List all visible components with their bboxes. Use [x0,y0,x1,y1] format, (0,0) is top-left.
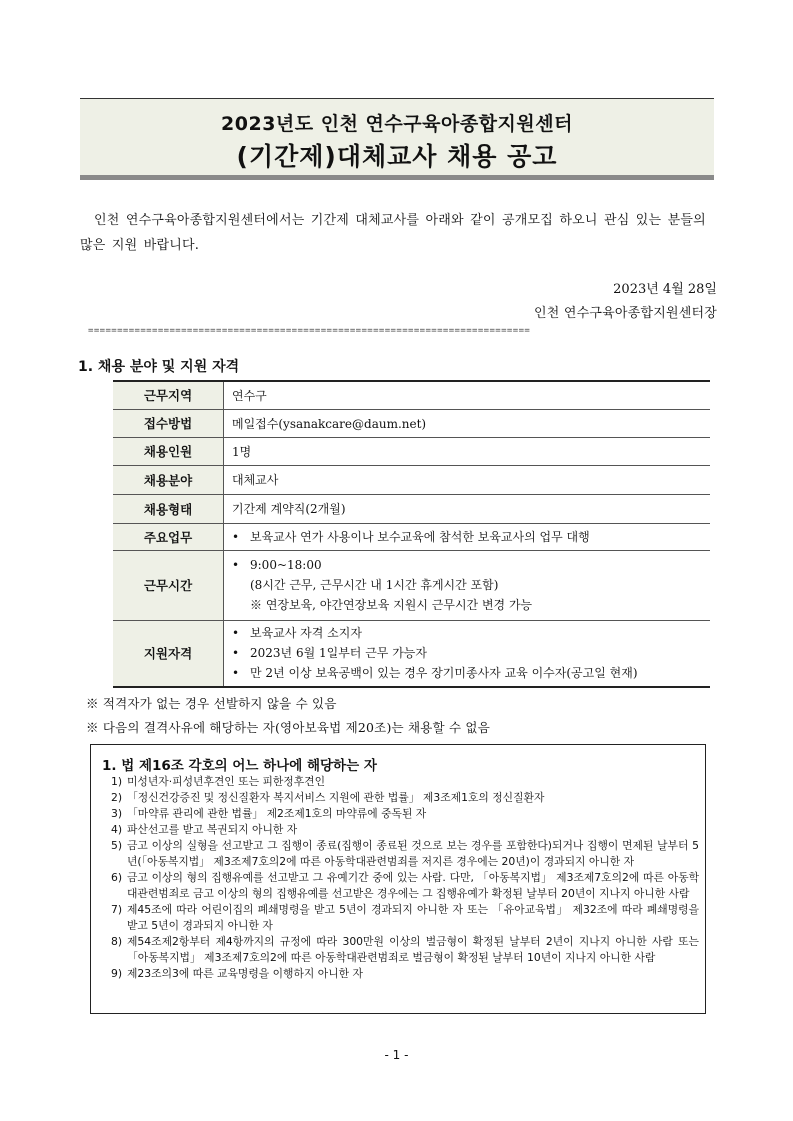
intro-paragraph: 인천 연수구육아종합지원센터에서는 기간제 대체교사를 아래와 같이 공개모집 하오니 관심 있는 분들의 많은 지원 바랍니다. [80,213,706,253]
box-title: 1. 법 제16조 각호의 어느 하나에 해당하는 자 [102,758,377,774]
disqualification-list [111,774,699,982]
row-value: 1명 [224,437,711,465]
table-row [113,437,710,465]
title-line-1: 2023년도 인천 연수구육아종합지원센터 [221,113,573,135]
row-label: 지원자격 [113,620,224,687]
table-row [113,620,710,687]
list-item: 9) 제23조의3에 따른 교육명령을 이행하지 아니한 자 [111,967,363,980]
duty-text: 보육교사 연가 사용이나 보수교육에 참석한 보육교사의 업무 대행 [250,529,590,544]
table-row [113,523,710,550]
list-item: 5) 금고 이상의 실형을 선고받고 그 집행이 종료(집행이 종료된 것으로 보는 경우를 포함한다)되거나 집행이 면제된 날부터 5년(「아동복지법」 제3조제7호의2에 따른 아동학대관련범죄를 저지른 경우에는 20년)이 경과되지 아니한 자 [111,839,699,868]
qual-item: 만 2년 이상 보육공백이 있는 경우 장기미종사자 교육 이수자(공고일 현재) [250,666,638,681]
disqualification-box [90,744,706,1014]
row-label: 채용형태 [113,494,224,523]
row-value [224,523,711,550]
list-item: 4) 파산선고를 받고 복권되지 아니한 자 [111,823,298,836]
list-item: 1) 미성년자·피성년후견인 또는 피한정후견인 [111,775,326,788]
table-row [113,381,710,409]
list-item: 6) 금고 이상의 형의 집행유예를 선고받고 그 유예기간 중에 있는 사람. 다만, 「아동복지법」 제3조제7호의2에 따른 아동학대관련범죄로 금고 이상의 형의 집행유예를 선고받은 경우에는 그 집행유예가 확정된 날부터 20년이 지나지 아니한 사람 [111,871,699,900]
row-label: 채용인원 [113,437,224,465]
row-value [224,550,711,620]
note-line: ※ 다음의 결격사유에 해당하는 자(영아보육법 제20조)는 채용할 수 없음 [86,720,490,735]
list-item: 8) 제54조제2항부터 제4항까지의 규정에 따라 300만원 이상의 벌금형이 확정된 날부터 2년이 지나지 아니한 사람 또는 「아동복지법」 제3조제7호의2에 따른 아동학대관련범죄로 벌금형이 확정된 날부터 10년이 지나지 아니한 사람 [111,935,699,964]
row-value: 기간제 계약직(2개월) [224,494,711,523]
qual-item: 2023년 6월 1일부터 근무 가능자 [250,646,427,661]
row-label: 주요업무 [113,523,224,550]
title-line-2: (기간제)대체교사 채용 공고 [236,142,558,171]
note-line: ※ 적격자가 없는 경우 선발하지 않을 수 있음 [86,696,337,711]
row-value [224,620,711,687]
hours-note: ※ 연장보육, 야간연장보육 지원시 근무시간 변경 가능 [250,598,533,612]
row-label: 채용분야 [113,465,224,494]
table-row [113,494,710,523]
row-label: 접수방법 [113,409,224,437]
row-value: 메일접수(ysanakcare@daum.net) [224,409,711,437]
recruitment-table [113,380,710,688]
bullet-icon: • [232,646,240,661]
table-row [113,465,710,494]
row-value: 대체교사 [224,465,711,494]
row-label: 근무시간 [113,550,224,620]
bullet-icon: • [232,529,240,544]
bullet-icon: • [232,558,240,572]
list-item: 2) 「정신건강증진 및 정신질환자 복지서비스 지원에 관한 법률」 제3조제1호의 정신질환자 [111,791,545,804]
hours-text: 9:00~18:00 [250,558,322,572]
hours-detail: (8시간 근무, 근무시간 내 1시간 휴게시간 포함) [250,578,499,592]
row-value: 연수구 [224,381,711,409]
qual-item: 보육교사 자격 소지자 [250,626,362,641]
row-label: 근무지역 [113,381,224,409]
signer: 인천 연수구육아종합지원센터장 [534,306,717,321]
list-item: 7) 제45조에 따라 어린이집의 폐쇄명령을 받고 5년이 경과되지 아니한 자 또는 「유아교육법」 제32조에 따라 폐쇄명령을 받고 5년이 경과되지 아니한 자 [111,903,699,932]
page-number: - 1 - [384,1048,409,1062]
table-row [113,409,710,437]
separator-line: ============================================================================ [88,326,531,336]
title-box [80,98,714,180]
section-heading: 1. 채용 분야 및 지원 자격 [78,359,240,375]
bullet-icon: • [232,666,240,681]
bullet-icon: • [232,626,240,641]
list-item: 3) 「마약류 관리에 관한 법률」 제2조제1호의 마약류에 중독된 자 [111,807,427,820]
announcement-date: 2023년 4월 28일 [613,282,717,297]
table-row [113,550,710,620]
